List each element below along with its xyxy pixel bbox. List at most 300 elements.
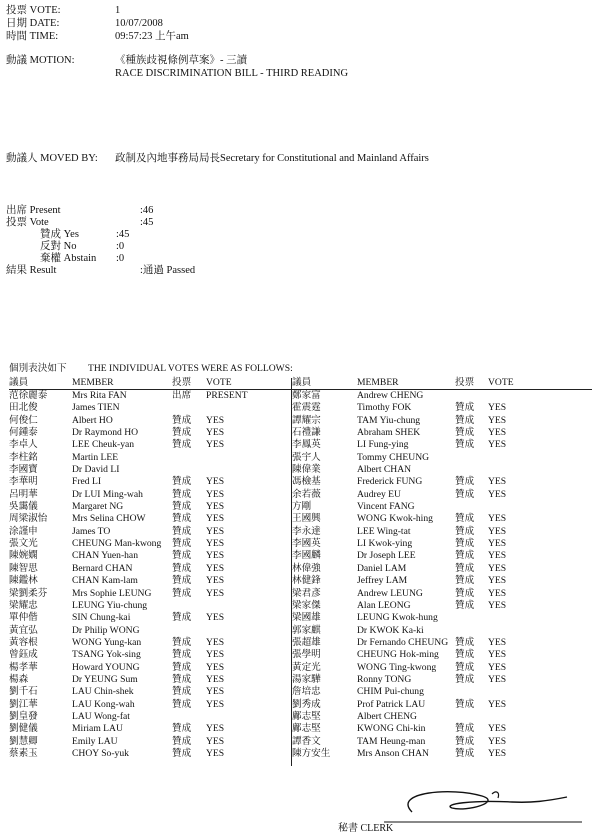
table-row: [292, 637, 592, 649]
table-header: [292, 376, 592, 390]
header-member-en: MEMBER: [357, 377, 399, 388]
vote-number-label: 投票 VOTE:: [6, 5, 61, 16]
no-label: 反對 No: [40, 241, 77, 252]
member-name-en: CHOY So-yuk: [72, 747, 129, 759]
vote-en: YES: [206, 562, 225, 574]
ballot-zh: 贊成: [455, 587, 475, 599]
member-name-zh: 范徐麗泰: [9, 390, 48, 401]
table-row: [292, 402, 592, 414]
table-row: [9, 612, 293, 624]
member-name-en: CHIM Pui-chung: [357, 686, 424, 698]
table-row: [9, 390, 293, 402]
table-row: [9, 711, 293, 723]
table-row: [9, 637, 293, 649]
vote-en: YES: [488, 427, 507, 439]
ballot-zh: 贊成: [172, 686, 192, 698]
table-row: [9, 538, 293, 550]
table-row: [9, 625, 293, 637]
vote-number: 1: [115, 5, 121, 16]
table-row: [292, 550, 592, 562]
member-name-zh: 梁家傑: [292, 599, 321, 611]
member-name-en: CHAN Kam-lam: [72, 575, 138, 587]
member-name-en: CHAN Yuen-han: [72, 550, 138, 562]
member-name-en: Mrs Sophie LEUNG: [72, 587, 152, 599]
ballot-zh: 贊成: [455, 525, 475, 537]
table-row: [292, 686, 592, 698]
vote-en: PRESENT: [206, 390, 248, 401]
ballot-zh: 贊成: [172, 488, 192, 500]
member-name-en: LAU Chin-shek: [72, 686, 134, 698]
member-name-en: KWONG Chi-kin: [357, 723, 426, 735]
member-name-zh: 何鍾泰: [9, 427, 38, 439]
ballot-zh: 贊成: [172, 562, 192, 574]
member-name-zh: 鄺志堅: [292, 723, 321, 735]
ballot-zh: 贊成: [172, 735, 192, 747]
member-name-en: Dr Fernando CHEUNG: [357, 636, 449, 648]
member-name-zh: 李華明: [9, 476, 38, 488]
table-row: [292, 464, 592, 476]
member-name-en: CHEUNG Man-kwong: [72, 538, 162, 550]
member-name-en: LAU Wong-fat: [72, 710, 130, 722]
member-name-en: Dr Philip WONG: [72, 624, 140, 636]
member-name-en: Emily LAU: [72, 735, 118, 747]
member-name-zh: 田北俊: [9, 402, 38, 414]
vote-en: YES: [488, 723, 507, 735]
member-name-zh: 張超雄: [292, 636, 321, 648]
member-name-zh: 李卓人: [9, 439, 38, 451]
member-name-zh: 林偉強: [292, 562, 321, 574]
ballot-zh: 贊成: [172, 698, 192, 710]
member-name-en: Jeffrey LAM: [357, 575, 408, 587]
member-name-en: Abraham SHEK: [357, 427, 421, 439]
table-row: [9, 476, 293, 488]
member-name-zh: 吳靄儀: [9, 501, 38, 513]
member-name-zh: 余若薇: [292, 488, 321, 500]
ballot-zh: 贊成: [455, 599, 475, 611]
present-count: :46: [140, 205, 154, 216]
member-name-zh: 鄺志堅: [292, 710, 321, 722]
member-name-zh: 李柱銘: [9, 451, 38, 463]
date-label: 日期 DATE:: [6, 18, 60, 29]
present-label: 出席 Present: [6, 205, 61, 216]
header-vote-en: VOTE: [488, 377, 514, 388]
vote-en: YES: [206, 513, 225, 525]
ballot-zh: 贊成: [172, 673, 192, 685]
member-name-en: CHEUNG Hok-ming: [357, 649, 439, 661]
member-name-zh: 譚耀宗: [292, 414, 321, 426]
vote-en: YES: [488, 747, 507, 759]
table-row: [292, 711, 592, 723]
member-name-zh: 李國英: [292, 538, 321, 550]
vote-en: YES: [206, 636, 225, 648]
ballot-zh: 贊成: [172, 587, 192, 599]
votes-table-left: [9, 376, 293, 760]
vote-en: YES: [206, 476, 225, 488]
member-name-en: LAU Kong-wah: [72, 698, 135, 710]
vote-en: YES: [206, 649, 225, 661]
vote-en: YES: [206, 575, 225, 587]
member-name-en: Mrs Rita FAN: [72, 390, 127, 401]
member-name-en: Timothy FOK: [357, 402, 412, 414]
member-name-en: Margaret NG: [72, 501, 124, 513]
table-row: [9, 588, 293, 600]
vote-en: YES: [488, 735, 507, 747]
vote-label: 投票 Vote: [6, 217, 49, 228]
vote-en: YES: [206, 525, 225, 537]
member-name-en: LEE Wing-tat: [357, 525, 411, 537]
member-name-en: Dr YEUNG Sum: [72, 673, 138, 685]
abstain-count: :0: [116, 253, 125, 264]
table-row: [9, 513, 293, 525]
member-name-zh: 單仲偕: [9, 612, 38, 624]
member-name-zh: 譚香文: [292, 735, 321, 747]
table-row: [292, 748, 592, 760]
member-name-en: Dr Raymond HO: [72, 427, 139, 439]
member-name-en: LEUNG Yiu-chung: [72, 599, 148, 611]
member-name-zh: 劉江華: [9, 698, 38, 710]
vote-en: YES: [206, 501, 225, 513]
member-name-zh: 陳偉業: [292, 464, 321, 476]
time-value: 09:57:23 上午am: [115, 31, 189, 42]
ballot-zh: 贊成: [455, 476, 475, 488]
ballot-zh: 贊成: [455, 673, 475, 685]
member-name-en: Albert CHAN: [357, 464, 412, 476]
table-row: [292, 723, 592, 735]
member-name-en: LI Kwok-ying: [357, 538, 413, 550]
member-name-en: LEE Cheuk-yan: [72, 439, 135, 451]
member-name-zh: 張文光: [9, 538, 38, 550]
vote-en: YES: [488, 402, 507, 414]
no-count: :0: [116, 241, 125, 252]
table-row: [292, 476, 592, 488]
member-name-zh: 陳智思: [9, 562, 38, 574]
member-name-en: LEUNG Kwok-hung: [357, 612, 438, 624]
table-row: [292, 427, 592, 439]
member-name-zh: 陳鑑林: [9, 575, 38, 587]
table-row: [292, 600, 592, 612]
member-name-en: TAM Heung-man: [357, 735, 426, 747]
vote-en: YES: [488, 488, 507, 500]
votes-intro-en: THE INDIVIDUAL VOTES WERE AS FOLLOWS:: [88, 363, 293, 374]
vote-en: YES: [488, 636, 507, 648]
time-label: 時間 TIME:: [6, 31, 59, 42]
table-row: [9, 464, 293, 476]
result-value: :通過 Passed: [140, 265, 196, 276]
member-name-zh: 霍震霆: [292, 402, 321, 414]
table-row: [292, 489, 592, 501]
member-name-zh: 劉皇發: [9, 710, 38, 722]
ballot-zh: 贊成: [172, 649, 192, 661]
member-name-zh: 李國寶: [9, 464, 38, 476]
ballot-zh: 贊成: [455, 488, 475, 500]
member-name-zh: 蔡素玉: [9, 747, 38, 759]
member-name-en: Frederick FUNG: [357, 476, 423, 488]
vote-en: YES: [206, 439, 225, 451]
ballot-zh: 贊成: [172, 427, 192, 439]
member-name-en: Ronny TONG: [357, 673, 412, 685]
member-name-en: Martin LEE: [72, 451, 119, 463]
table-row: [9, 452, 293, 464]
member-name-zh: 陳婉嫻: [9, 550, 38, 562]
vote-en: YES: [488, 599, 507, 611]
member-name-en: Andrew CHENG: [357, 390, 424, 401]
member-name-zh: 劉秀成: [292, 698, 321, 710]
table-row: [9, 489, 293, 501]
member-name-en: Dr Joseph LEE: [357, 550, 416, 562]
table-row: [9, 662, 293, 674]
ballot-zh: 贊成: [455, 661, 475, 673]
clerk-signature: [372, 782, 592, 832]
motion-title-en: RACE DISCRIMINATION BILL - THIRD READING: [115, 68, 349, 79]
ballot-zh: 贊成: [455, 538, 475, 550]
clerk-label: 秘書 CLERK: [338, 823, 394, 834]
table-row: [9, 427, 293, 439]
vote-en: YES: [206, 587, 225, 599]
vote-en: YES: [206, 661, 225, 673]
member-name-en: Tommy CHEUNG: [357, 451, 430, 463]
member-name-en: Miriam LAU: [72, 723, 123, 735]
moved-by-label: 動議人 MOVED BY:: [6, 153, 98, 164]
abstain-label: 棄權 Abstain: [40, 253, 97, 264]
member-name-zh: 李永達: [292, 525, 321, 537]
votes-intro-zh: 個別表決如下: [9, 363, 67, 374]
ballot-zh: 贊成: [455, 747, 475, 759]
member-name-zh: 周梁淑怡: [9, 513, 48, 525]
table-row: [9, 649, 293, 661]
table-row: [9, 699, 293, 711]
member-name-en: WONG Yung-kan: [72, 636, 142, 648]
ballot-zh: 贊成: [455, 550, 475, 562]
table-row: [292, 415, 592, 427]
member-name-en: Dr David LI: [72, 464, 120, 476]
table-row: [292, 390, 592, 402]
vote-en: YES: [488, 538, 507, 550]
result-label: 結果 Result: [6, 265, 57, 276]
member-name-zh: 劉慧卿: [9, 735, 38, 747]
table-row: [9, 501, 293, 513]
vote-en: YES: [206, 673, 225, 685]
member-name-en: TAM Yiu-chung: [357, 414, 421, 426]
member-name-zh: 楊森: [9, 673, 29, 685]
member-name-en: Albert CHENG: [357, 710, 417, 722]
motion-label: 動議 MOTION:: [6, 55, 75, 66]
member-name-en: Dr KWOK Ka-ki: [357, 624, 424, 636]
header-vote-en: VOTE: [206, 377, 232, 388]
table-row: [292, 662, 592, 674]
header-member-zh: 議員: [292, 377, 312, 388]
member-name-en: James TO: [72, 525, 111, 537]
member-name-en: Mrs Selina CHOW: [72, 513, 146, 525]
member-name-zh: 何俊仁: [9, 414, 38, 426]
member-name-zh: 黃容根: [9, 636, 38, 648]
table-row: [9, 550, 293, 562]
member-name-en: Prof Patrick LAU: [357, 698, 426, 710]
member-name-zh: 鄭家富: [292, 390, 321, 401]
table-row: [9, 736, 293, 748]
table-row: [292, 501, 592, 513]
vote-en: YES: [488, 698, 507, 710]
table-row: [292, 736, 592, 748]
member-name-en: Andrew LEUNG: [357, 587, 423, 599]
header-member-en: MEMBER: [72, 377, 114, 388]
ballot-zh: 贊成: [172, 575, 192, 587]
table-row: [9, 674, 293, 686]
member-name-zh: 曾鈺成: [9, 649, 38, 661]
ballot-zh: 贊成: [172, 612, 192, 624]
vote-en: YES: [488, 562, 507, 574]
member-name-zh: 呂明華: [9, 488, 38, 500]
yes-label: 贊成 Yes: [40, 229, 79, 240]
ballot-zh: 贊成: [455, 649, 475, 661]
table-row: [9, 575, 293, 587]
table-row: [292, 575, 592, 587]
member-name-en: Alan LEONG: [357, 599, 411, 611]
ballot-zh: 贊成: [172, 538, 192, 550]
member-name-en: Albert HO: [72, 414, 113, 426]
vote-en: YES: [206, 698, 225, 710]
member-name-zh: 石禮謙: [292, 427, 321, 439]
member-name-zh: 馮檢基: [292, 476, 321, 488]
vote-en: YES: [206, 612, 225, 624]
vote-en: YES: [206, 686, 225, 698]
ballot-zh: 贊成: [172, 661, 192, 673]
table-row: [292, 649, 592, 661]
member-name-en: Mrs Anson CHAN: [357, 747, 429, 759]
table-row: [292, 563, 592, 575]
table-row: [292, 452, 592, 464]
vote-count: :45: [140, 217, 154, 228]
ballot-zh: 贊成: [455, 562, 475, 574]
ballot-zh: 贊成: [455, 698, 475, 710]
member-name-zh: 涂謹申: [9, 525, 38, 537]
vote-en: YES: [206, 488, 225, 500]
vote-en: YES: [206, 414, 225, 426]
member-name-zh: 黃定光: [292, 661, 321, 673]
member-name-zh: 李國麟: [292, 550, 321, 562]
vote-en: YES: [206, 747, 225, 759]
member-name-en: James TIEN: [72, 402, 120, 414]
member-name-en: TSANG Yok-sing: [72, 649, 141, 661]
member-name-zh: 梁國雄: [292, 612, 321, 624]
member-name-zh: 湯家驊: [292, 673, 321, 685]
vote-en: YES: [206, 735, 225, 747]
member-name-zh: 李鳳英: [292, 439, 321, 451]
ballot-zh: 贊成: [172, 414, 192, 426]
table-row: [9, 439, 293, 451]
header-ballot-zh: 投票: [455, 377, 475, 388]
yes-count: :45: [116, 229, 130, 240]
vote-en: YES: [206, 538, 225, 550]
vote-en: YES: [206, 723, 225, 735]
table-row: [9, 526, 293, 538]
vote-en: YES: [488, 525, 507, 537]
ballot-zh: 贊成: [172, 525, 192, 537]
member-name-en: Howard YOUNG: [72, 661, 140, 673]
table-row: [292, 588, 592, 600]
table-row: [292, 513, 592, 525]
vote-en: YES: [488, 476, 507, 488]
ballot-zh: 贊成: [172, 636, 192, 648]
ballot-zh: 出席: [172, 390, 192, 401]
table-row: [9, 415, 293, 427]
votes-table-right: [292, 376, 592, 760]
member-name-zh: 陳方安生: [292, 747, 331, 759]
member-name-zh: 方剛: [292, 501, 312, 513]
ballot-zh: 贊成: [172, 723, 192, 735]
table-row: [292, 612, 592, 624]
member-name-zh: 張學明: [292, 649, 321, 661]
table-row: [292, 526, 592, 538]
member-name-en: Vincent FANG: [357, 501, 415, 513]
member-name-zh: 梁劉柔芬: [9, 587, 48, 599]
vote-en: YES: [488, 661, 507, 673]
ballot-zh: 贊成: [172, 501, 192, 513]
member-name-zh: 黃宜弘: [9, 624, 38, 636]
header-ballot-zh: 投票: [172, 377, 192, 388]
member-name-en: LI Fung-ying: [357, 439, 409, 451]
table-row: [9, 723, 293, 735]
table-row: [292, 538, 592, 550]
member-name-zh: 林健鋒: [292, 575, 321, 587]
member-name-en: Daniel LAM: [357, 562, 407, 574]
ballot-zh: 贊成: [455, 427, 475, 439]
table-row: [9, 402, 293, 414]
vote-en: YES: [488, 550, 507, 562]
table-row: [9, 686, 293, 698]
member-name-zh: 梁君彥: [292, 587, 321, 599]
ballot-zh: 贊成: [172, 513, 192, 525]
vote-en: YES: [488, 649, 507, 661]
header-member-zh: 議員: [9, 377, 29, 388]
member-name-en: Dr LUI Ming-wah: [72, 488, 143, 500]
vote-en: YES: [206, 427, 225, 439]
member-name-zh: 詹培忠: [292, 686, 321, 698]
member-name-zh: 劉健儀: [9, 723, 38, 735]
member-name-zh: 劉千石: [9, 686, 38, 698]
moved-by-value: 政制及內地事務局局長Secretary for Constitutional and Mainland Affairs: [115, 153, 429, 164]
member-name-en: Fred LI: [72, 476, 102, 488]
member-name-en: Bernard CHAN: [72, 562, 133, 574]
ballot-zh: 贊成: [455, 414, 475, 426]
ballot-zh: 贊成: [172, 476, 192, 488]
table-row: [292, 699, 592, 711]
ballot-zh: 贊成: [172, 747, 192, 759]
vote-en: YES: [206, 550, 225, 562]
vote-en: YES: [488, 587, 507, 599]
ballot-zh: 贊成: [455, 723, 475, 735]
table-row: [9, 748, 293, 760]
motion-title-zh: 《種族歧視條例草案》- 三讀: [115, 55, 248, 66]
vote-en: YES: [488, 575, 507, 587]
ballot-zh: 贊成: [172, 550, 192, 562]
member-name-zh: 王國興: [292, 513, 321, 525]
ballot-zh: 贊成: [455, 402, 475, 414]
member-name-en: SIN Chung-kai: [72, 612, 131, 624]
ballot-zh: 贊成: [455, 513, 475, 525]
table-row: [292, 674, 592, 686]
ballot-zh: 贊成: [172, 439, 192, 451]
table-row: [9, 600, 293, 612]
member-name-zh: 楊孝華: [9, 661, 38, 673]
table-header: [9, 376, 293, 390]
member-name-en: WONG Kwok-hing: [357, 513, 433, 525]
vote-en: YES: [488, 439, 507, 451]
table-row: [292, 625, 592, 637]
date-value: 10/07/2008: [115, 18, 163, 29]
ballot-zh: 贊成: [455, 439, 475, 451]
table-row: [9, 563, 293, 575]
member-name-en: WONG Ting-kwong: [357, 661, 437, 673]
